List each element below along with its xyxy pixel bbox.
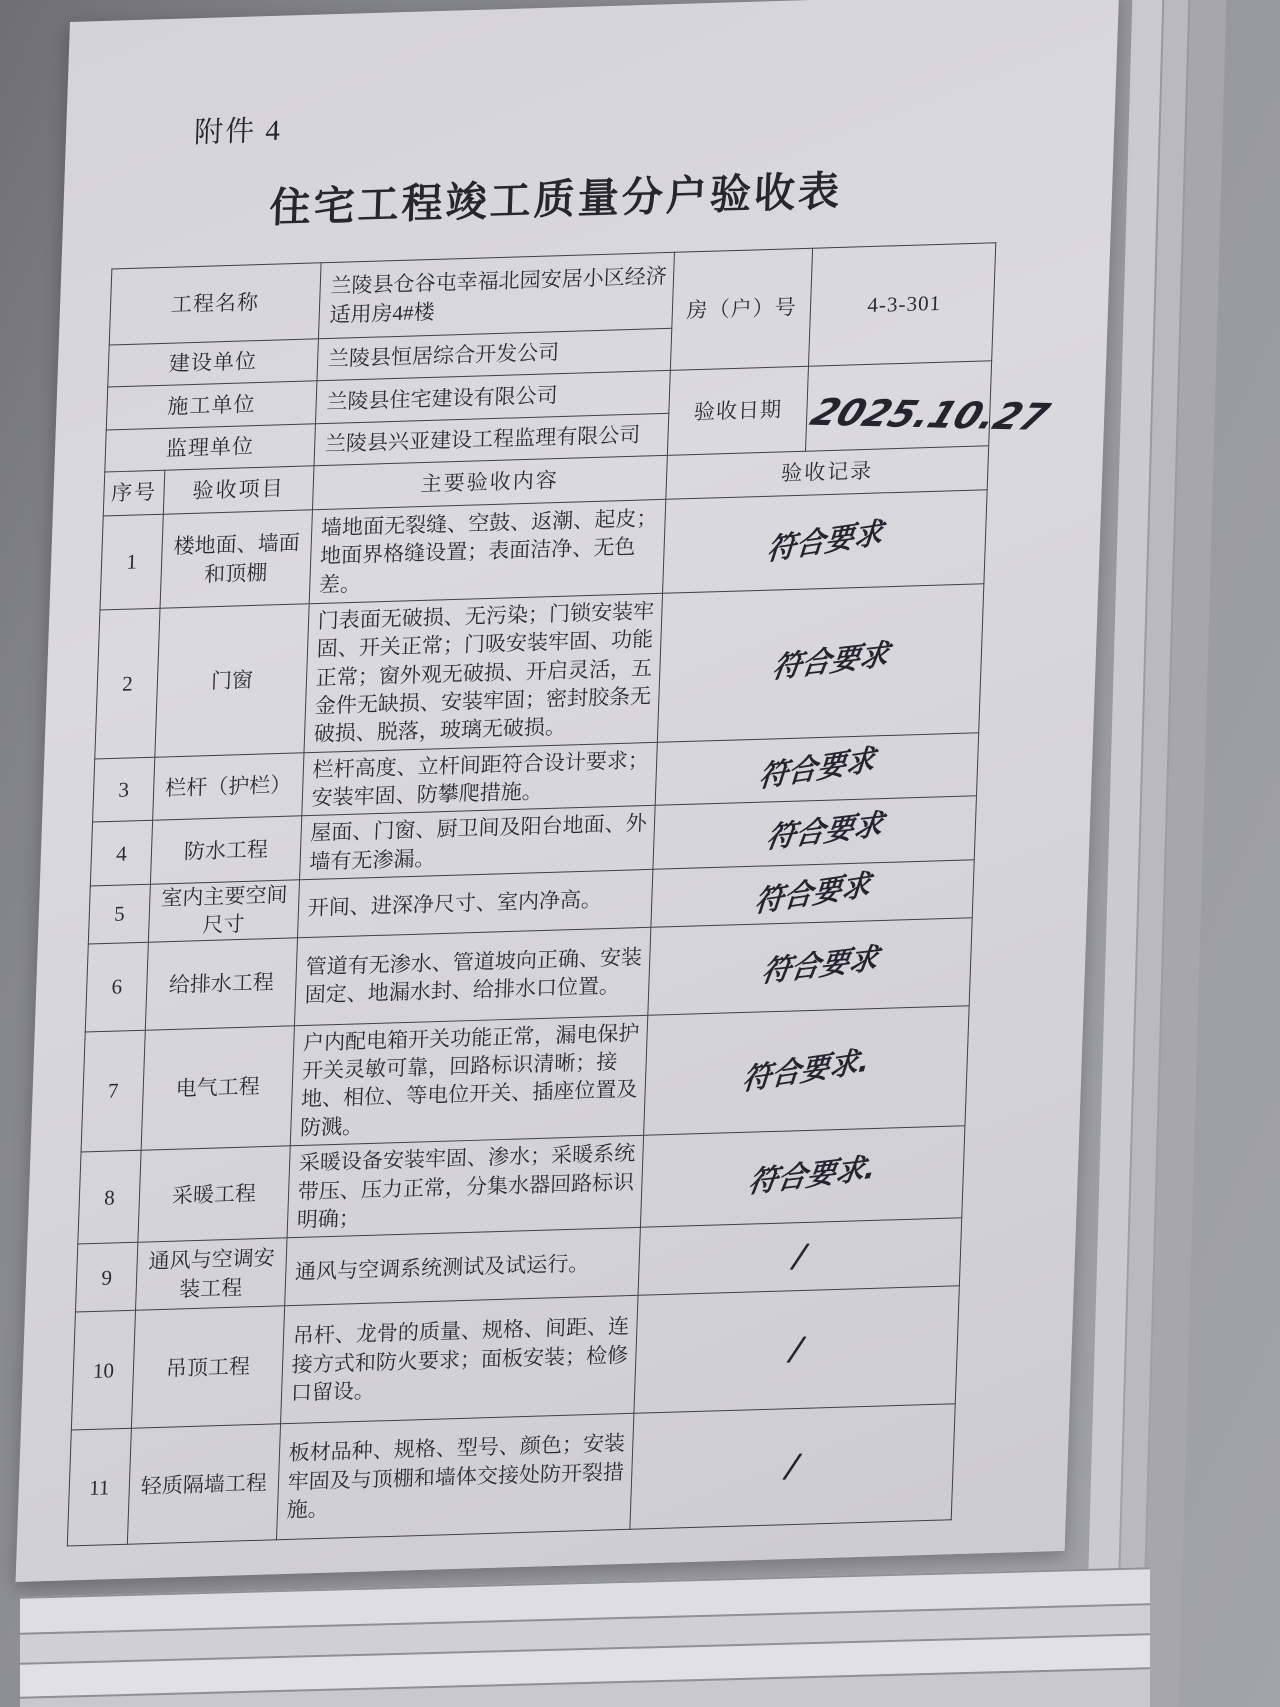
acceptance-record-cell [630, 1404, 955, 1530]
col-header-content: 主要验收内容 [312, 455, 667, 509]
acceptance-date-label: 验收日期 [667, 366, 809, 455]
acceptance-item: 通风与空调安装工程 [136, 1238, 287, 1310]
row-number: 6 [85, 942, 148, 1032]
acceptance-content: 栏杆高度、立杆间距符合设计要求；安装牢固、防攀爬措施。 [301, 742, 657, 816]
supervisor-value: 兰陵县兴亚建设工程监理有限公司 [314, 413, 669, 465]
acceptance-content: 板材品种、规格、型号、颜色；安装牢固及与顶棚和墙体交接处防开裂措施。 [276, 1414, 634, 1540]
acceptance-item: 楼地面、墙面和顶棚 [160, 510, 312, 608]
row-number: 7 [81, 1030, 145, 1152]
table-row [95, 584, 984, 759]
builder-label: 建设单位 [108, 339, 318, 387]
acceptance-record-cell [657, 584, 984, 742]
acceptance-record-cell [638, 1218, 962, 1296]
acceptance-record-cell [662, 490, 987, 594]
acceptance-content: 墙地面无裂缝、空鼓、返潮、起皮；地面界格缝设置；表面洁净、无色差。 [309, 499, 666, 603]
house-number-value: 4-3-301 [809, 243, 996, 366]
acceptance-content: 屋面、门窗、厨卫间及阳台地面、外墙有无渗漏。 [299, 806, 655, 880]
acceptance-record-handwriting: 符合要求 [769, 637, 892, 686]
col-header-no: 序号 [103, 470, 165, 516]
acceptance-record-cell [648, 918, 973, 1016]
row-number: 5 [88, 884, 150, 943]
acceptance-item: 电气工程 [141, 1026, 294, 1151]
project-name-label: 工程名称 [109, 263, 321, 345]
acceptance-record-cell [634, 1286, 960, 1414]
acceptance-item: 栏杆（护栏） [153, 753, 304, 821]
acceptance-record-handwriting: 符合要求 [757, 742, 877, 795]
acceptance-form-table [67, 242, 1056, 1546]
acceptance-content: 开间、进深净尺寸、室内净高。 [297, 869, 653, 937]
acceptance-record-handwriting: / [788, 1329, 805, 1369]
acceptance-record-handwriting: 符合要求 [765, 514, 885, 568]
builder-value: 兰陵县恒居综合开发公司 [317, 328, 672, 380]
supervisor-label: 监理单位 [105, 424, 315, 472]
acceptance-content: 户内配电箱开关功能正常，漏电保护开关灵敏可靠，回路标识清晰；接地、相位、等电位开关、插座位置及防溅。 [290, 1015, 648, 1146]
acceptance-date-cell [805, 361, 1056, 451]
paper-sheet [16, 0, 1120, 1582]
house-number-label: 房（户）号 [670, 248, 813, 370]
project-name-value: 兰陵县仓谷屯幸福北园安居小区经济适用房4#楼 [318, 252, 674, 338]
acceptance-item: 轻质隔墙工程 [128, 1424, 281, 1544]
acceptance-record-handwriting: 符合要求 [763, 806, 886, 856]
row-number: 10 [71, 1310, 135, 1430]
acceptance-content: 管道有无渗水、管道坡向正确、安装固定、地漏水封、给排水口位置。 [294, 927, 651, 1025]
acceptance-record-handwriting: / [791, 1236, 809, 1276]
attachment-label: 附件 4 [193, 114, 283, 150]
acceptance-item: 防水工程 [151, 816, 302, 884]
col-header-record: 验收记录 [666, 446, 989, 500]
acceptance-content: 采暖设备安装牢固、渗水；采暖系统带压、压力正常，分集水器回路标识明确； [287, 1135, 644, 1238]
row-number: 1 [100, 514, 164, 610]
acceptance-item: 采暖工程 [138, 1146, 290, 1242]
acceptance-content: 吊杆、龙骨的质量、规格、间距、连接方式和防火要求；面板安装；检修口留设。 [280, 1296, 638, 1424]
acceptance-item: 吊顶工程 [132, 1306, 285, 1428]
acceptance-item: 给排水工程 [146, 938, 298, 1030]
col-header-item: 验收项目 [164, 466, 314, 514]
acceptance-content: 门表面无破损、无污染；门锁安装牢固、开关正常；门吸安装牢固、功能正常；窗外观无破损、开启灵活，五金件无缺损、安装牢固；密封胶条无破损、脱落，玻璃无破损。 [304, 593, 663, 752]
row-number: 3 [93, 757, 155, 822]
info-row-project [109, 243, 996, 345]
row-number: 8 [78, 1150, 141, 1244]
acceptance-record-handwriting: 符合要求. [746, 1150, 879, 1200]
acceptance-record-cell [644, 1006, 970, 1136]
acceptance-record-handwriting: 符合要求 [759, 940, 881, 989]
acceptance-record-cell [653, 796, 977, 869]
acceptance-record-cell [651, 860, 974, 927]
acceptance-content: 通风与空调系统测试及试运行。 [284, 1228, 640, 1306]
acceptance-record-cell [640, 1126, 965, 1228]
constructor-label: 施工单位 [106, 381, 316, 430]
acceptance-record-cell [655, 733, 979, 806]
acceptance-item: 室内主要空间尺寸 [149, 880, 300, 942]
acceptance-date-handwriting: 2025.10.27 [805, 390, 1056, 439]
acceptance-record-handwriting: 符合要求 [753, 866, 872, 919]
acceptance-record-handwriting: 符合要求. [741, 1043, 872, 1097]
row-number: 2 [95, 608, 160, 759]
acceptance-item: 门窗 [155, 604, 309, 757]
row-number: 11 [67, 1428, 131, 1546]
row-number: 9 [75, 1242, 138, 1312]
page-title: 住宅工程竣工质量分户验收表 [268, 167, 843, 231]
constructor-value: 兰陵县住宅建设有限公司 [315, 370, 670, 423]
row-number: 4 [90, 821, 152, 886]
acceptance-record-handwriting: / [784, 1446, 801, 1486]
